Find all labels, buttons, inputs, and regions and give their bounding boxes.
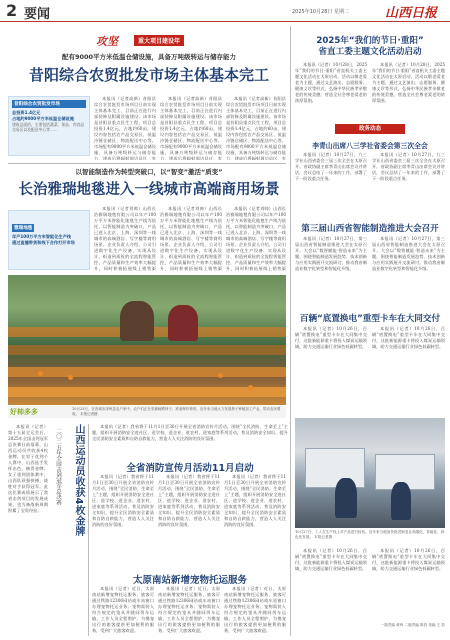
section-tag: 政务动态 — [335, 124, 405, 134]
right-body-1b: 本报讯（记者）10月28日，2025年“我们的节日·重阳”省直机关工委主题文化活动在太原启动。活动以敬老爱老为主题，通过文艺演出、志愿服务、健康义诊等形式，弘扬中华民族孝亲敬老的传统美德，营造全社会尊老爱老的浓厚氛围。 — [372, 62, 445, 103]
story2-info-box — [8, 210, 90, 270]
divider — [8, 163, 286, 164]
fencing-body: 本报讯（记者）第十五届全运会后，2025年全国击剑冠军总决赛日前落幕，山西运动员共收获4枚金牌。在男子花剑个人赛中，山西选手发挥出色，摘得金牌；女子重剑团体赛中，山西队顽强拼搏，战胜对手获得冠军。此次比赛成绩展示了我省击剑项目的发展成果，也为备战新周期积累了宝贵经验。 — [8, 424, 48, 513]
right-headline-3: 第三届山西省智能制造推进大会召开 — [301, 224, 439, 234]
story1-body-col1: 本报讯（记者高新）昔阳县综合农贸批发市场项目日前实现主体基本完工，目前正在进行内部装修及附属设施建设。该市场是昔阳县重点民生工程，项目总投资1.4亿元，占地约60亩，建设内容包括农产品交易区、低温冷链仓储区、物流配送中心等。市场配有9000平方米低温仓储设施，具备万吨级转运与储存能力，建成后将辐射周边县区，有 — [94, 96, 156, 160]
info-box-line: 通过直播带货和线下合作打开市场 — [12, 240, 75, 245]
story1-info-box — [8, 96, 90, 156]
info-box-title: 昔阳综合农贸批发市场 — [12, 100, 86, 108]
story1-body-col2: 本报讯（记者高新）昔阳县综合农贸批发市场项目日前实现主体基本完工，目前正在进行内部装修及附属设施建设。该市场是昔阳县重点民生工程，项目总投资1.4亿元，占地约60亩，建设内容包括农产品交易区、低温冷链仓储区、物流配送中心等。市场配有9000平方米低温仓储设施，具备万吨级转运与储存能力，建成后将辐射周边县区，有 — [160, 96, 222, 160]
fencing-subtitle: 二〇二五年全国击剑冠军总决赛 — [55, 428, 61, 505]
photo-column-logo: 好柿多多 — [10, 408, 38, 416]
story1-headline: 昔阳综合农贸批发市场主体基本完工 — [28, 66, 269, 84]
story4-body-col3: 本报讯（记者）近日，太原南站新增宠物托运服务，旅客可通过铁路12306网站或车站窗口办理宠物托运业务。宠物需装入符合规定的笼具并随同列车运输，工作人员全程照护，为携宠出行的旅客提供更加便利的服务，受到广大旅客欢迎。 — [224, 586, 286, 633]
fencing-story — [8, 424, 86, 636]
info-box-title: 雅瑞地毯 — [14, 226, 33, 231]
factory-photo — [295, 418, 445, 528]
right-body-5b: 本报讯（记者）10月26日，百辆“底置换电”重型卡车在大同集中交付，这批新能源重卡将投入煤炭运输领域，助力交通运输行业绿色低碳转型。 — [372, 548, 445, 571]
right-body-5a: 本报讯（记者）10月26日，百辆“底置换电”重型卡车在大同集中交付，这批新能源重卡将投入煤炭运输领域，助力交通运输行业绿色低碳转型。 — [295, 548, 367, 571]
story4-body-col1: 本报讯（记者）近日，太原南站新增宠物托运服务，旅客可通过铁路12306网站或车站窗口办理宠物托运业务。宠物需装入符合规定的笼具并随同列车运输，工作人员全程照护，为携宠出行的旅客提供更加便利的服务，受到广大旅客欢迎。 — [92, 586, 154, 633]
right-body-2a: 本报讯（记者）10月27日，九三学社山西省委会三届三次全会在太原召开。省政协副主席李青山出席会议并讲话，会议总结了一年来的工作，部署了下一阶段重点任务。 — [295, 152, 367, 181]
story1-body-col3: 本报讯（记者高新）昔阳县综合农贸批发市场项目日前实现主体基本完工，目前正在进行内部装修及附属设施建设。该市场是昔阳县重点民生工程，项目总投资1.4亿元，占地约60亩，建设内容包括农产品交易区、低温冷链仓储区、物流配送中心等。市场配有9000平方米低温仓储设施，具备万吨级转运与储存能力，建成后将辐射周边县区，有 — [226, 96, 286, 160]
right-body-3a: 本报讯（记者）10月27日，第三届山西省智能制造推进大会在太原召开。大会以“数智赋能·智造未来”为主题，围绕智能制造发展趋势、技术创新与应用实践展开交流研讨，推动我省制造业数字化转型和智能化升级。 — [295, 236, 367, 271]
story2-body-col1: 本报讯（记者刘帅）山西长治雅瑞地毯有限公司以年产100万平方米智能化地毯生产线为依托，以智能制造为突破口，产品已进入北京、上海、深圳等一线城市的高端酒店、写字楼等商用场景。企业负责人介绍，公司引进数字化生产设备，实现从设计、织造到质检的全流程智能管控，产品质量和生产效率大幅提升，同时积极拓展线上销售渠 — [94, 206, 156, 271]
fencing-headline: 山西运动员收获4枚金牌 — [73, 424, 84, 537]
right-headline-2: 李青山出席八三学社省委会第三次全会 — [312, 142, 428, 150]
story3-body-col1: 本报讯（记者）我省将于11月1日至30日开展全省消防宣传月活动，围绕“全民消防、生命至上”主题，组织开展消防安全进社区、进学校、进企业、进农村、进家庭等系列活动，普及消防安全知识，提升全民消防安全素质和自防自救能力，营造人人关注消防的良好氛围。 — [92, 474, 154, 527]
kicker-tag: 重大项目建设年 — [134, 35, 184, 46]
story3-body-col3: 本报讯（记者）我省将于11月1日至30日开展全省消防宣传月活动，围绕“全民消防、生命至上”主题，组织开展消防安全进社区、进学校、进企业、进农村、进家庭等系列活动，普及消防安全知识，提升全民消防安全素质和自防自救能力，营造人人关注消防的良好氛围。 — [224, 474, 286, 527]
story4-headline: 太原南站新增宠物托运服务 — [132, 575, 247, 586]
info-box-line: 占地约9000平方米低温仓储设施 — [12, 116, 74, 121]
story2-headline: 长治雅瑞地毯进入一线城市高端商用场景 — [18, 182, 280, 198]
right-headline-4: 百辆“底置换电”重型卡车在大同交付 — [299, 314, 441, 324]
info-box-line: 年产100万平方米智能化生产线 — [12, 234, 71, 239]
right-body-3b: 本报讯（记者）10月27日，第三届山西省智能制造推进大会在太原召开。大会以“数智赋能·智造未来”为主题，围绕智能制造发展趋势、技术创新与应用实践展开交流研讨，推动我省制造业数字化转型和智能化升级。 — [372, 236, 445, 271]
photo-caption: 10月23日，在晋城市泽州县农户家中，农户们正在采摘晾晒柿子，准备制作柿饼。近年来当地大力发展柿子种植加工产业，带动农民增收。 本报记者摄 — [72, 407, 281, 416]
story2-subtitle: 以智能制造作为转型突破口，以“智变”激活“质变” — [75, 168, 223, 176]
story2-body-col3: 本报讯（记者刘帅）山西长治雅瑞地毯有限公司以年产100万平方米智能化地毯生产线为依托，以智能制造为突破口，产品已进入北京、上海、深圳等一线城市的高端酒店、写字楼等商用场景。企业负责人介绍，公司引进数字化生产设备，实现从设计、织造到质检的全流程智能管控，产品质量和生产效率大幅提升，同时积极拓展线上销售渠 — [226, 206, 286, 271]
issue-date: 2025年10月28日 星期二 — [292, 9, 350, 15]
editor-credits: 一版责编 黄炜 二版责编 陈昌 美编 王 浩 — [380, 623, 445, 627]
masthead — [0, 0, 450, 22]
right-headline-1: 2025年“我们的节日·重阳” 省直工委主题文化活动启动 — [316, 36, 424, 57]
page-number: 2 — [6, 1, 18, 20]
right-photo-caption: 10月27日，工人在生产线上对产品进行检验。近年来当地加快推进制造业高端化、智能化、绿色化发展。 本报记者摄 — [295, 530, 445, 539]
right-body-2b: 本报讯（记者）10月27日，九三学社山西省委会三届三次全会在太原召开。省政协副主席李青山出席会议并讲话，会议总结了一年来的工作，部署了下一阶段重点任务。 — [372, 152, 445, 181]
story3-body-col2: 本报讯（记者）我省将于11月1日至30日开展全省消防宣传月活动，围绕“全民消防、生命至上”主题，组织开展消防安全进社区、进学校、进企业、进农村、进家庭等系列活动，普及消防安全知识，提升全民消防安全素质和自防自救能力，营造人人关注消防的良好氛围。 — [158, 474, 220, 527]
section-title: 要闻 — [24, 7, 51, 22]
newspaper-brand: 山西日报 — [385, 6, 438, 21]
right-body-4b: 本报讯（记者）10月26日，百辆“底置换电”重型卡车在大同集中交付，这批新能源重卡将投入煤炭运输领域，助力交通运输行业绿色低碳转型。 — [372, 326, 445, 349]
story1-kicker — [96, 33, 226, 47]
story1-subtitle: 配有9000平方米低温仓储设施，具备万吨级转运与储存能力 — [61, 53, 237, 61]
persimmon-photo — [8, 275, 286, 405]
story4-body-col2: 本报讯（记者）近日，太原南站新增宠物托运服务，旅客可通过铁路12306网站或车站窗口办理宠物托运业务。宠物需装入符合规定的笼具并随同列车运输，工作人员全程照护，为携宠出行的旅客提供更加便利的服务，受到广大旅客欢迎。 — [158, 586, 220, 633]
story3-headline: 全省消防宣传月活动11月启动 — [126, 463, 254, 474]
right-body-1a: 本报讯（记者）10月28日，2025年“我们的节日·重阳”省直机关工委主题文化活动在太原启动。活动以敬老爱老为主题，通过文艺演出、志愿服务、健康义诊等形式，弘扬中华民族孝亲敬老的传统美德，营造全社会尊老爱老的浓厚氛围。 — [295, 62, 367, 103]
photo-caption-bar — [8, 406, 286, 418]
story2-body-col2: 本报讯（记者刘帅）山西长治雅瑞地毯有限公司以年产100万平方米智能化地毯生产线为依托，以智能制造为突破口，产品已进入北京、上海、深圳等一线城市的高端酒店、写字楼等商用场景。企业负责人介绍，公司引进数字化生产设备，实现从设计、织造到质检的全流程智能管控，产品质量和生产效率大幅提升，同时积极拓展线上销售渠 — [160, 206, 222, 271]
kicker-logo: 攻坚 — [96, 35, 118, 48]
right-body-4a: 本报讯（记者）10月26日，百辆“底置换电”重型卡车在大同集中交付，这批新能源重卡将投入煤炭运输领域，助力交通运输行业绿色低碳转型。 — [295, 326, 367, 349]
story3-lead-text: 本报讯（记者）我省将于11月1日至30日开展全省消防宣传月活动，围绕“全民消防、生命至上”主题，组织开展消防安全进社区、进学校、进企业、进农村、进家庭等系列活动，普及消防安全知识，提升全民消防安全素质和自防自救能力，营造人人关注消防的良好氛围。 — [92, 424, 288, 441]
divider — [88, 424, 89, 636]
divider — [290, 26, 291, 636]
info-box-line: 总投资1.4亿元 — [12, 110, 41, 115]
info-box-note: 建筑总面约，主要包括蔬菜、果品、肉食品交易区以及配送中心等…… — [12, 122, 85, 132]
